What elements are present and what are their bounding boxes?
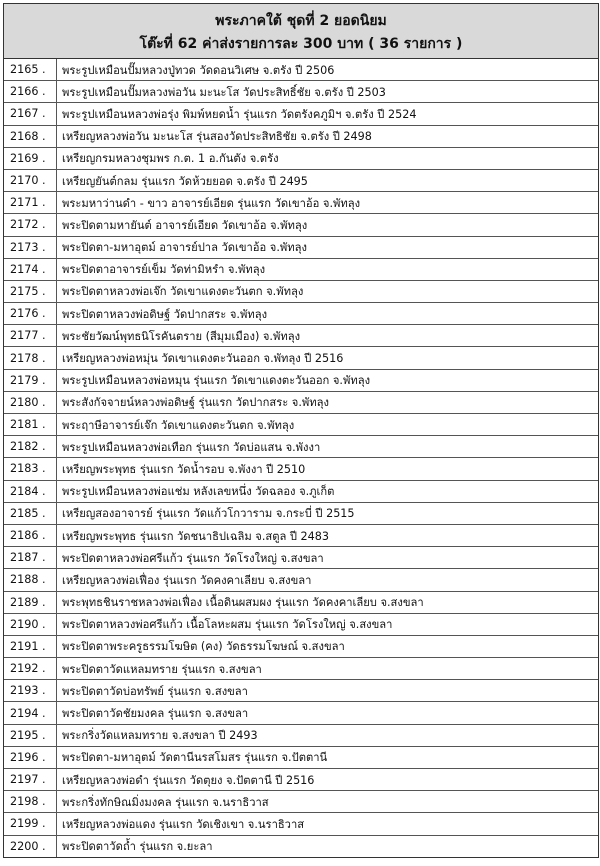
item-number: 2182 . (4, 436, 57, 458)
item-description: เหรียญกรมหลวงชุมพร ก.ต. 1 อ.กันตัง จ.ตรัง (57, 147, 599, 169)
item-number: 2188 . (4, 569, 57, 591)
item-description: พระปิดตา-มหาอุตม์ อาจารย์ปาล วัดเขาอ้อ จ.พัทลุง (57, 236, 599, 258)
item-description: พระปิดตา-มหาอุตม์ วัดตานีนรสโมสร รุ่นแรก จ.ปัตตานี (57, 746, 599, 768)
item-number: 2180 . (4, 391, 57, 413)
item-number: 2196 . (4, 746, 57, 768)
item-number: 2169 . (4, 147, 57, 169)
table-row (4, 192, 598, 214)
item-number: 2189 . (4, 591, 57, 613)
table-row (4, 746, 598, 768)
item-description: พระปิดตาวัดชัยมงคล รุ่นแรก จ.สงขลา (57, 702, 599, 724)
table-row (4, 347, 598, 369)
item-number: 2185 . (4, 502, 57, 524)
table-row (4, 236, 598, 258)
table-row (4, 791, 598, 813)
item-description: พระปิดตาวัดถ้ำ รุ่นแรก จ.ยะลา (57, 835, 599, 857)
item-description: พระพุทธชินราชหลวงพ่อเฟื่อง เนื้อดินผสมผง รุ่นแรก วัดคงคาเลียบ จ.สงขลา (57, 591, 599, 613)
table-row (4, 524, 598, 546)
item-description: พระปิดตาหลวงพ่อศรีแก้ว รุ่นแรก วัดโรงใหญ่ จ.สงขลา (57, 547, 599, 569)
item-number: 2167 . (4, 103, 57, 125)
table-row (4, 613, 598, 635)
table-row (4, 325, 598, 347)
item-description: เหรียญหลวงพ่อเฟื่อง รุ่นแรก วัดคงคาเลียบ จ.สงขลา (57, 569, 599, 591)
item-number: 2187 . (4, 547, 57, 569)
item-number: 2186 . (4, 524, 57, 546)
item-number: 2183 . (4, 458, 57, 480)
table-row (4, 569, 598, 591)
item-description: พระปิดตาหลวงพ่อเจ๊ก วัดเขาแดงตะวันตก จ.พัทลุง (57, 280, 599, 302)
item-description: พระปิดตาวัดบ่อทรัพย์ รุ่นแรก จ.สงขลา (57, 680, 599, 702)
item-description: พระรูปเหมือนปั๊มหลวงพ่อวัน มะนะโส วัดประสิทธิ์ชัย จ.ตรัง ปี 2503 (57, 81, 599, 103)
table-row (4, 436, 598, 458)
table-row (4, 680, 598, 702)
catalog-subtitle: โต๊ะที่ 62 ค่าส่งรายการละ 300 บาท ( 36 รายการ ) (139, 36, 463, 52)
item-number: 2198 . (4, 791, 57, 813)
item-number: 2165 . (4, 59, 57, 81)
table-row (4, 724, 598, 746)
item-description: พระรูปเหมือนหลวงพ่อรุ่ง พิมพ์หยดน้ำ รุ่นแรก วัดตรังคภูมิฯ จ.ตรัง ปี 2524 (57, 103, 599, 125)
table-row (4, 280, 598, 302)
item-number: 2181 . (4, 414, 57, 436)
catalog-sheet (3, 3, 599, 858)
item-description: เหรียญหลวงพ่อแดง รุ่นแรก วัดเชิงเขา จ.นราธิวาส (57, 813, 599, 835)
item-description: พระรูปเหมือนหลวงพ่อหมุน รุ่นแรก วัดเขาแดงตะวันออก จ.พัทลุง (57, 369, 599, 391)
table-row (4, 591, 598, 613)
table-row (4, 769, 598, 791)
table-row (4, 391, 598, 413)
table-row (4, 658, 598, 680)
item-description: เหรียญสองอาจารย์ รุ่นแรก วัดแก้วโกวาราม จ.กระบี่ ปี 2515 (57, 502, 599, 524)
item-description: เหรียญยันต์กลม รุ่นแรก วัดห้วยยอด จ.ตรัง ปี 2495 (57, 169, 599, 191)
item-number: 2200 . (4, 835, 57, 857)
table-row (4, 480, 598, 502)
item-number: 2197 . (4, 769, 57, 791)
item-description: พระปิดตาวัดแหลมทราย รุ่นแรก จ.สงขลา (57, 658, 599, 680)
item-description: พระมหาว่านดำ - ขาว อาจารย์เอียด รุ่นแรก วัดเขาอ้อ จ.พัทลุง (57, 192, 599, 214)
item-description: พระรูปเหมือนปั๊มหลวงปู่ทวด วัดดอนวิเศษ จ.ตรัง ปี 2506 (57, 59, 599, 81)
item-description: พระปิดตาพระครูธรรมโฆษิต (คง) วัดธรรมโฆษณ์ จ.สงขลา (57, 635, 599, 657)
item-number: 2170 . (4, 169, 57, 191)
table-row (4, 369, 598, 391)
item-number: 2184 . (4, 480, 57, 502)
item-description: พระปิดตามหายันต์ อาจารย์เอียด วัดเขาอ้อ จ.พัทลุง (57, 214, 599, 236)
table-row (4, 214, 598, 236)
item-number: 2191 . (4, 635, 57, 657)
item-description: เหรียญหลวงพ่อวัน มะนะโส รุ่นสองวัดประสิทธิชัย จ.ตรัง ปี 2498 (57, 125, 599, 147)
item-number: 2174 . (4, 258, 57, 280)
item-number: 2175 . (4, 280, 57, 302)
table-row (4, 59, 598, 81)
item-description: พระปิดตาอาจารย์เข็ม วัดท่ามิหรำ จ.พัทลุง (57, 258, 599, 280)
item-number: 2173 . (4, 236, 57, 258)
table-row (4, 502, 598, 524)
item-description: พระฤาษีอาจารย์เจ๊ก วัดเขาแดงตะวันตก จ.พัทลุง (57, 414, 599, 436)
item-number: 2192 . (4, 658, 57, 680)
item-description: เหรียญหลวงพ่อหมุ่น วัดเขาแดงตะวันออก จ.พัทลุง ปี 2516 (57, 347, 599, 369)
table-row (4, 458, 598, 480)
item-description: พระสังกัจจายน์หลวงพ่อดิษฐ์ รุ่นแรก วัดปากสระ จ.พัทลุง (57, 391, 599, 413)
item-description: พระรูปเหมือนหลวงพ่อเทือก รุ่นแรก วัดบ่อแสน จ.พังงา (57, 436, 599, 458)
item-number: 2176 . (4, 303, 57, 325)
table-row (4, 303, 598, 325)
item-number: 2199 . (4, 813, 57, 835)
item-description: พระชัยวัฒน์พุทธนิโรคันตราย (สีมุมเมือง) จ.พัทลุง (57, 325, 599, 347)
item-number: 2193 . (4, 680, 57, 702)
catalog-title: พระภาคใต้ ชุดที่ 2 ยอดนิยม (215, 13, 387, 29)
item-number: 2166 . (4, 81, 57, 103)
table-row (4, 547, 598, 569)
item-number: 2195 . (4, 724, 57, 746)
item-number: 2177 . (4, 325, 57, 347)
item-description: พระกริ่งทักษิณมิ่งมงคล รุ่นแรก จ.นราธิวาส (57, 791, 599, 813)
catalog-header (4, 4, 598, 59)
table-row (4, 103, 598, 125)
table-row (4, 635, 598, 657)
item-number: 2178 . (4, 347, 57, 369)
table-row (4, 81, 598, 103)
item-number: 2190 . (4, 613, 57, 635)
items-table (4, 59, 598, 857)
table-row (4, 702, 598, 724)
item-number: 2172 . (4, 214, 57, 236)
table-row (4, 125, 598, 147)
item-number: 2171 . (4, 192, 57, 214)
item-description: เหรียญพระพุทธ รุ่นแรก วัดน้ำรอบ จ.พังงา ปี 2510 (57, 458, 599, 480)
table-row (4, 835, 598, 857)
table-row (4, 147, 598, 169)
item-number: 2179 . (4, 369, 57, 391)
item-description: เหรียญพระพุทธ รุ่นแรก วัดชนาธิปเฉลิม จ.สตูล ปี 2483 (57, 524, 599, 546)
item-number: 2194 . (4, 702, 57, 724)
item-description: พระปิดตาหลวงพ่อดิษฐ์ วัดปากสระ จ.พัทลุง (57, 303, 599, 325)
table-row (4, 414, 598, 436)
item-description: เหรียญหลวงพ่อดำ รุ่นแรก วัดตุยง จ.ปัตตานี ปี 2516 (57, 769, 599, 791)
item-description: พระปิดตาหลวงพ่อศรีแก้ว เนื้อโลหะผสม รุ่นแรก วัดโรงใหญ่ จ.สงขลา (57, 613, 599, 635)
table-row (4, 169, 598, 191)
item-description: พระกริ่งวัดแหลมทราย จ.สงขลา ปี 2493 (57, 724, 599, 746)
item-description: พระรูปเหมือนหลวงพ่อแช่ม หลังเลขหนึ่ง วัดฉลอง จ.ภูเก็ต (57, 480, 599, 502)
table-row (4, 813, 598, 835)
table-row (4, 258, 598, 280)
item-number: 2168 . (4, 125, 57, 147)
